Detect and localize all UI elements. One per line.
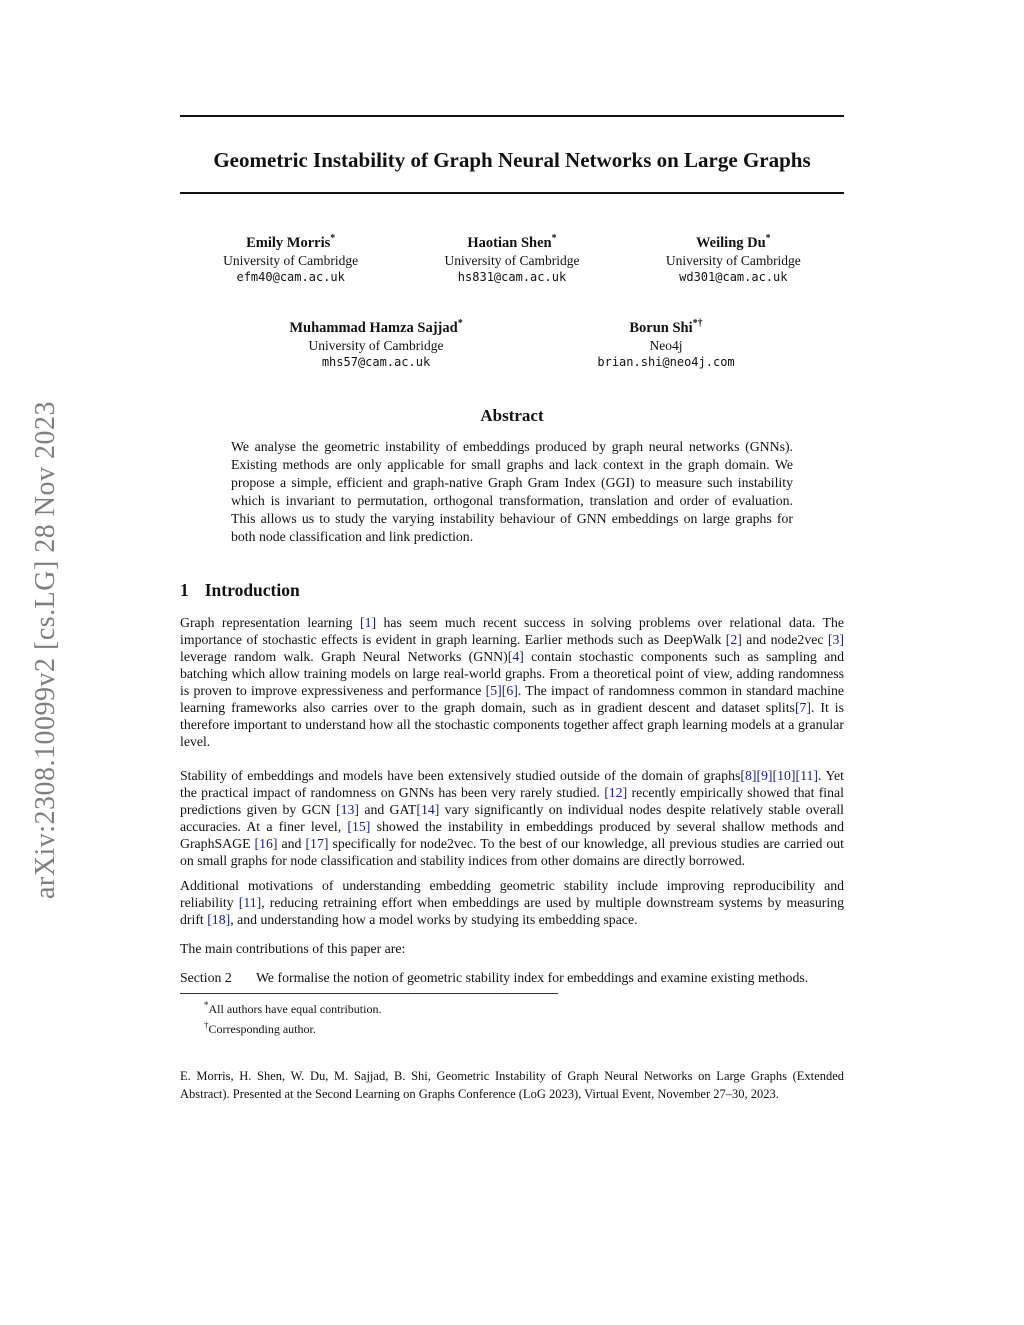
author-email: wd301@cam.ac.uk [679,269,788,284]
author-footnote-marker: *† [692,317,703,329]
author-email: hs831@cam.ac.uk [457,269,567,284]
abstract-text: We analyse the geometric instability of embeddings produced by graph neural networks (GNNs). Existing methods are only applicable for small graphs and lack context in the graph domain. We propose a simple, efficient and graph-native Graph Gram Index (GGI) to measure such instability which is invariant to permutation, orthogonal transformation, translation and order of evaluation. This allows us to study the varying instability behaviour of GNN embeddings on large graphs for both node classification and link prediction. [231,438,793,544]
paragraph-text: , and understanding how a model works by studying its embedding space. [230,911,638,927]
author-footnote-marker: * [765,233,771,244]
author-name-text: Borun Shi [629,319,693,336]
author-email: mhs57@cam.ac.uk [321,354,431,369]
author-email: brian.shi@neo4j.com [597,354,735,369]
citation-link[interactable]: [4] [507,648,524,664]
section-number: 1 [180,579,189,600]
title-rule-top [180,115,844,117]
citation-link[interactable]: [15] [347,818,371,834]
author-name [597,315,734,337]
footnote-marker: * [204,999,209,1010]
author-card [401,230,622,285]
footnote-marker: † [204,1019,209,1030]
paragraph-text: specifically for node2vec. To the best of our knowledge, all previous studies are carried out on small graphs for node classification and stability indices from other domains are directly borrowed. [180,835,844,868]
author-name [401,230,622,252]
contribution-text: We formalise the notion of geometric stability index for embeddings and examine existing methods. [256,969,809,985]
citation-link[interactable]: [17] [305,835,329,851]
author-card [180,230,401,285]
author-name [289,315,462,337]
paragraph-text: and [277,835,306,851]
citation-link[interactable]: [2] [725,631,742,647]
footnote-rule [180,993,558,994]
abstract-heading: Abstract [480,405,544,425]
citation-link[interactable]: [5] [485,682,502,698]
author-affiliation: Neo4j [649,337,683,353]
citation-link[interactable]: [13] [336,801,360,817]
footnotes [180,997,844,1037]
citation-link[interactable]: [9] [756,767,773,783]
paragraph-text: and GAT [359,801,417,817]
author-name [180,230,401,252]
footnote-text: Corresponding author. [208,1021,316,1036]
paragraph-text: contain stochastic components such as sampling and batching which allow training models on large real-world graphs. From a theoretical point of view, adding randomness is proven to improve expressiveness and performance [180,648,844,698]
arxiv-stamp: arXiv:2308.10099v2 [cs.LG] 28 Nov 2023 [30,400,61,900]
author-footnote-marker: * [330,233,336,244]
paragraph-text: , reducing retraining effort when embeddings are used by multiple downstream systems by measuring drift [180,894,844,927]
contribution-label: Section 2 [180,969,232,985]
section-heading-introduction [180,580,844,601]
paragraph-text: and node2vec [741,631,828,647]
author-affiliation: University of Cambridge [665,252,801,268]
paper-title: Geometric Instability of Graph Neural Networks on Large Graphs [213,148,811,172]
paragraph-text: Graph representation learning [180,614,360,630]
citation-link[interactable]: [6] [501,682,518,698]
paragraph-text: vary significantly on individual nodes despite relatively stable overall accuracies. At a finer level, [180,801,845,834]
author-name [623,230,844,252]
author-footnote-marker: * [551,233,557,244]
contribution-item [180,969,844,986]
author-card [623,230,844,285]
paragraph-text: leverage random walk. Graph Neural Networks (GNN) [180,648,508,664]
section-title: Introduction [204,579,300,600]
paragraph-text: has seem much recent success in solving problems over relational data. The importance of stochastic effects is evident in graph learning. Earlier methods such as DeepWalk [180,614,844,647]
introduction-paragraph-1 [180,614,844,750]
citation-link[interactable]: [14] [416,801,440,817]
citation-link[interactable]: [18] [207,911,231,927]
paragraph-text: . Yet the practical impact of randomness on GNNs has been very rarely studied. [180,767,844,800]
author-email: efm40@cam.ac.uk [236,269,345,284]
citation-link[interactable]: [10] [772,767,796,783]
citation-link[interactable]: [16] [254,835,278,851]
paragraph-text: showed the instability in embeddings produced by several shallow methods and GraphSAGE [180,818,844,851]
introduction-paragraph-2 [180,767,844,869]
paragraph-text: Stability of embeddings and models have been extensively studied outside of the domain of graphs [180,767,741,783]
author-affiliation: University of Cambridge [308,337,444,353]
citation-link[interactable]: [3] [827,631,844,647]
contributions-intro: The main contributions of this paper are: [180,940,406,956]
footnote [180,1017,844,1037]
paragraph-text: . It is therefore important to understand how all the stochastic components together affect graph learning models at a granular level. [180,699,844,749]
author-name-text: Haotian Shen [467,234,552,251]
paragraph-text: recently empirically showed that final predictions given by GCN [180,784,844,817]
citation-link[interactable]: [1] [359,614,377,630]
citation-link[interactable]: [7] [794,699,812,715]
footnote-text: All authors have equal contribution. [208,1001,382,1016]
citation-link[interactable]: [8] [740,767,757,783]
author-footnote-marker: * [457,317,463,329]
paragraph-text: Additional motivations of understanding embedding geometric stability include improving reproducibility and reliability [180,877,844,910]
author-card [597,315,734,370]
paragraph-text: . The impact of randomness common in standard machine learning frameworks also carries over to the graph domain, such as in gradient descent and dataset splits [180,682,844,715]
footnote [180,997,844,1017]
author-block-row2 [222,315,802,370]
author-affiliation: University of Cambridge [444,252,580,268]
author-name-text: Weiling Du [695,234,766,251]
footer-citation: E. Morris, H. Shen, W. Du, M. Sajjad, B. Shi, Geometric Instability of Graph Neural Networks on Large Graphs (Extended Abstract). Presented at the Second Learning on Graphs Conference (LoG 2023), Virtual Event, November 27–30, 2023. [180,1068,844,1101]
author-name-text: Muhammad Hamza Sajjad [289,319,458,336]
citation-link[interactable]: [12] [604,784,628,800]
paper-sheet [180,0,844,1103]
citation-link[interactable]: [11] [795,767,819,783]
citation-link[interactable]: [11] [238,894,262,910]
author-name-text: Emily Morris [246,234,331,251]
title-rule-bottom [180,192,844,194]
introduction-paragraph-3 [180,877,844,928]
author-affiliation: University of Cambridge [223,252,359,268]
author-card [289,315,462,370]
author-block-row1 [180,230,844,285]
